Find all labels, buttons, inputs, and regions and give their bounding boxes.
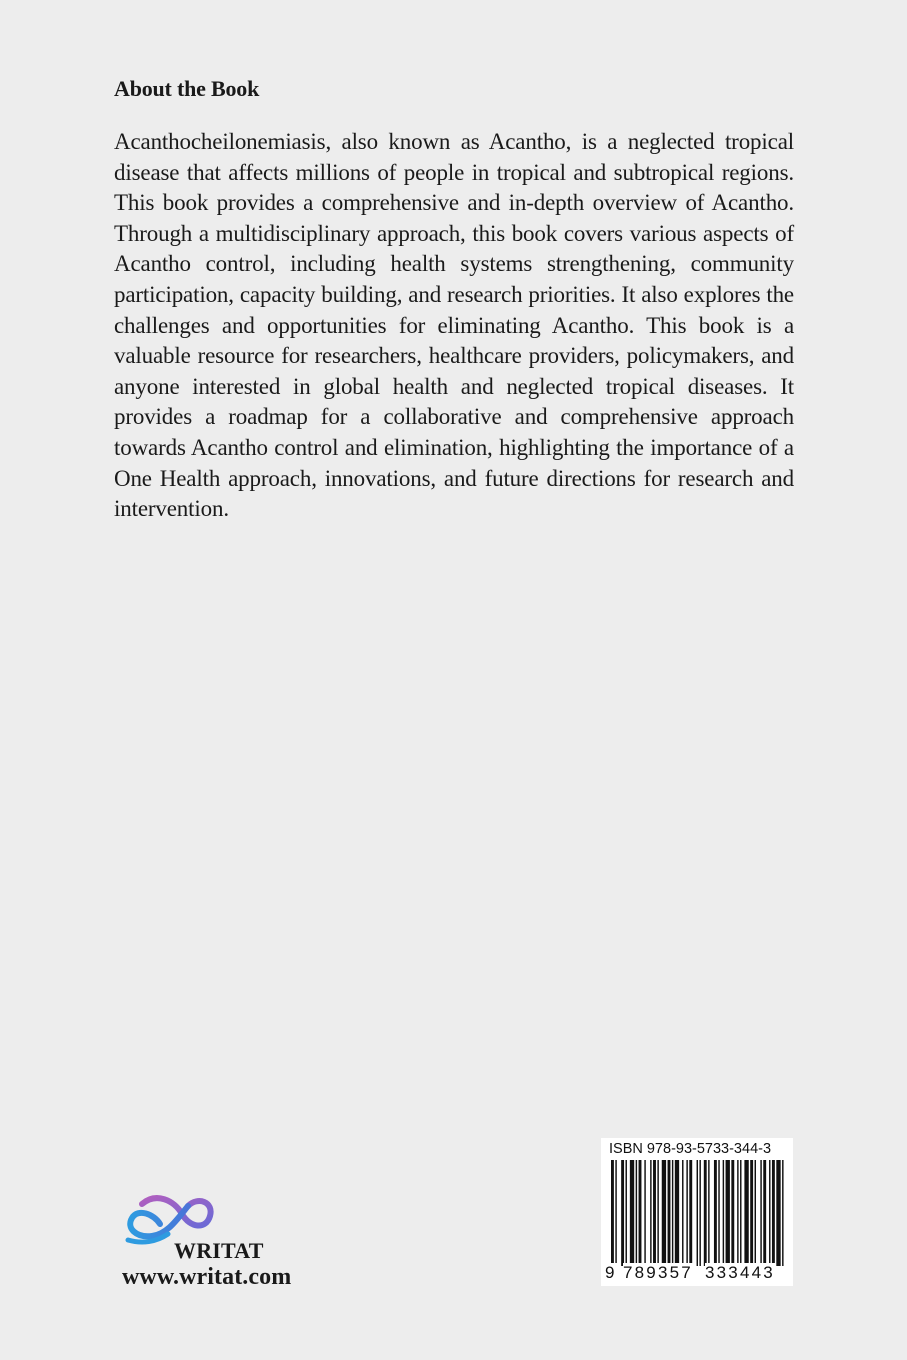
book-description: Acanthocheilonemiasis, also known as Acantho, is a neglected tropical disease that affects millions of people in tropical and subtropical regions. This book provides a comprehensive and in-depth overview of Acantho. Through a multidisciplinary approach, this book covers various aspects of Acantho control, including health systems strengthening, community participation, capacity building, and research priorities. It also explores the challenges and opportunities for eliminating Acantho. This book is a valuable resource for researchers, healthcare providers, policymakers, and anyone interested in global health and neglected tropical diseases. It provides a roadmap for a collaborative and comprehensive approach towards Acantho control and elimination, highlighting the importance of a One Health approach, innovations, and future directions for research and intervention. xyxy=(114,129,794,522)
barcode-bar xyxy=(636,1160,637,1266)
publisher-logo xyxy=(120,1192,320,1292)
barcode-bar xyxy=(697,1160,698,1266)
barcode-bar xyxy=(699,1160,700,1266)
barcode-bar xyxy=(744,1160,748,1266)
barcode-bar xyxy=(630,1160,634,1266)
barcode-bar xyxy=(662,1160,666,1266)
barcode-digits-left: 789357 xyxy=(623,1263,693,1282)
barcode-bar xyxy=(672,1160,673,1266)
barcode-bar xyxy=(682,1160,683,1266)
barcode-bar xyxy=(675,1160,679,1266)
barcode-bar xyxy=(776,1160,780,1266)
about-heading: About the Book xyxy=(114,76,260,101)
barcode-bar xyxy=(611,1160,614,1266)
barcode-bar xyxy=(644,1160,645,1266)
barcode-bar xyxy=(726,1160,730,1266)
barcode-bar xyxy=(668,1160,671,1266)
barcode-bar xyxy=(740,1160,741,1266)
barcode-bar xyxy=(626,1160,627,1266)
barcode-digits xyxy=(605,1263,789,1283)
barcode-bar xyxy=(760,1160,761,1266)
barcode-digits-right: 333443 xyxy=(705,1263,775,1282)
barcode-bar xyxy=(750,1160,753,1266)
isbn-label: ISBN 978-93-5733-344-3 xyxy=(609,1141,772,1157)
barcode-bar xyxy=(708,1160,709,1266)
publisher-website: www.writat.com xyxy=(122,1264,292,1290)
barcode-bar xyxy=(657,1160,658,1266)
barcode-bar xyxy=(731,1160,734,1266)
barcode-bar xyxy=(621,1160,624,1266)
barcode-bar xyxy=(763,1160,766,1266)
barcode-bar xyxy=(782,1160,783,1266)
publisher-name: WRITAT xyxy=(174,1238,264,1263)
barcode-bar xyxy=(723,1160,724,1266)
barcode-bar xyxy=(639,1160,642,1266)
barcode-bar xyxy=(650,1160,651,1266)
barcode-bar xyxy=(714,1160,717,1266)
barcode-bar xyxy=(718,1160,719,1266)
barcode-bar xyxy=(653,1160,656,1266)
barcode-bar xyxy=(737,1160,738,1266)
barcode-digit-first: 9 xyxy=(605,1263,617,1282)
barcode-bar xyxy=(615,1160,616,1266)
barcode-bar xyxy=(686,1160,687,1266)
barcode-bars xyxy=(607,1160,789,1266)
barcode-bar xyxy=(704,1160,707,1266)
barcode-bar xyxy=(772,1160,775,1266)
barcode-bar xyxy=(755,1160,756,1266)
isbn-barcode xyxy=(601,1138,793,1286)
barcode-bar xyxy=(689,1160,692,1266)
barcode-bar xyxy=(769,1160,770,1266)
